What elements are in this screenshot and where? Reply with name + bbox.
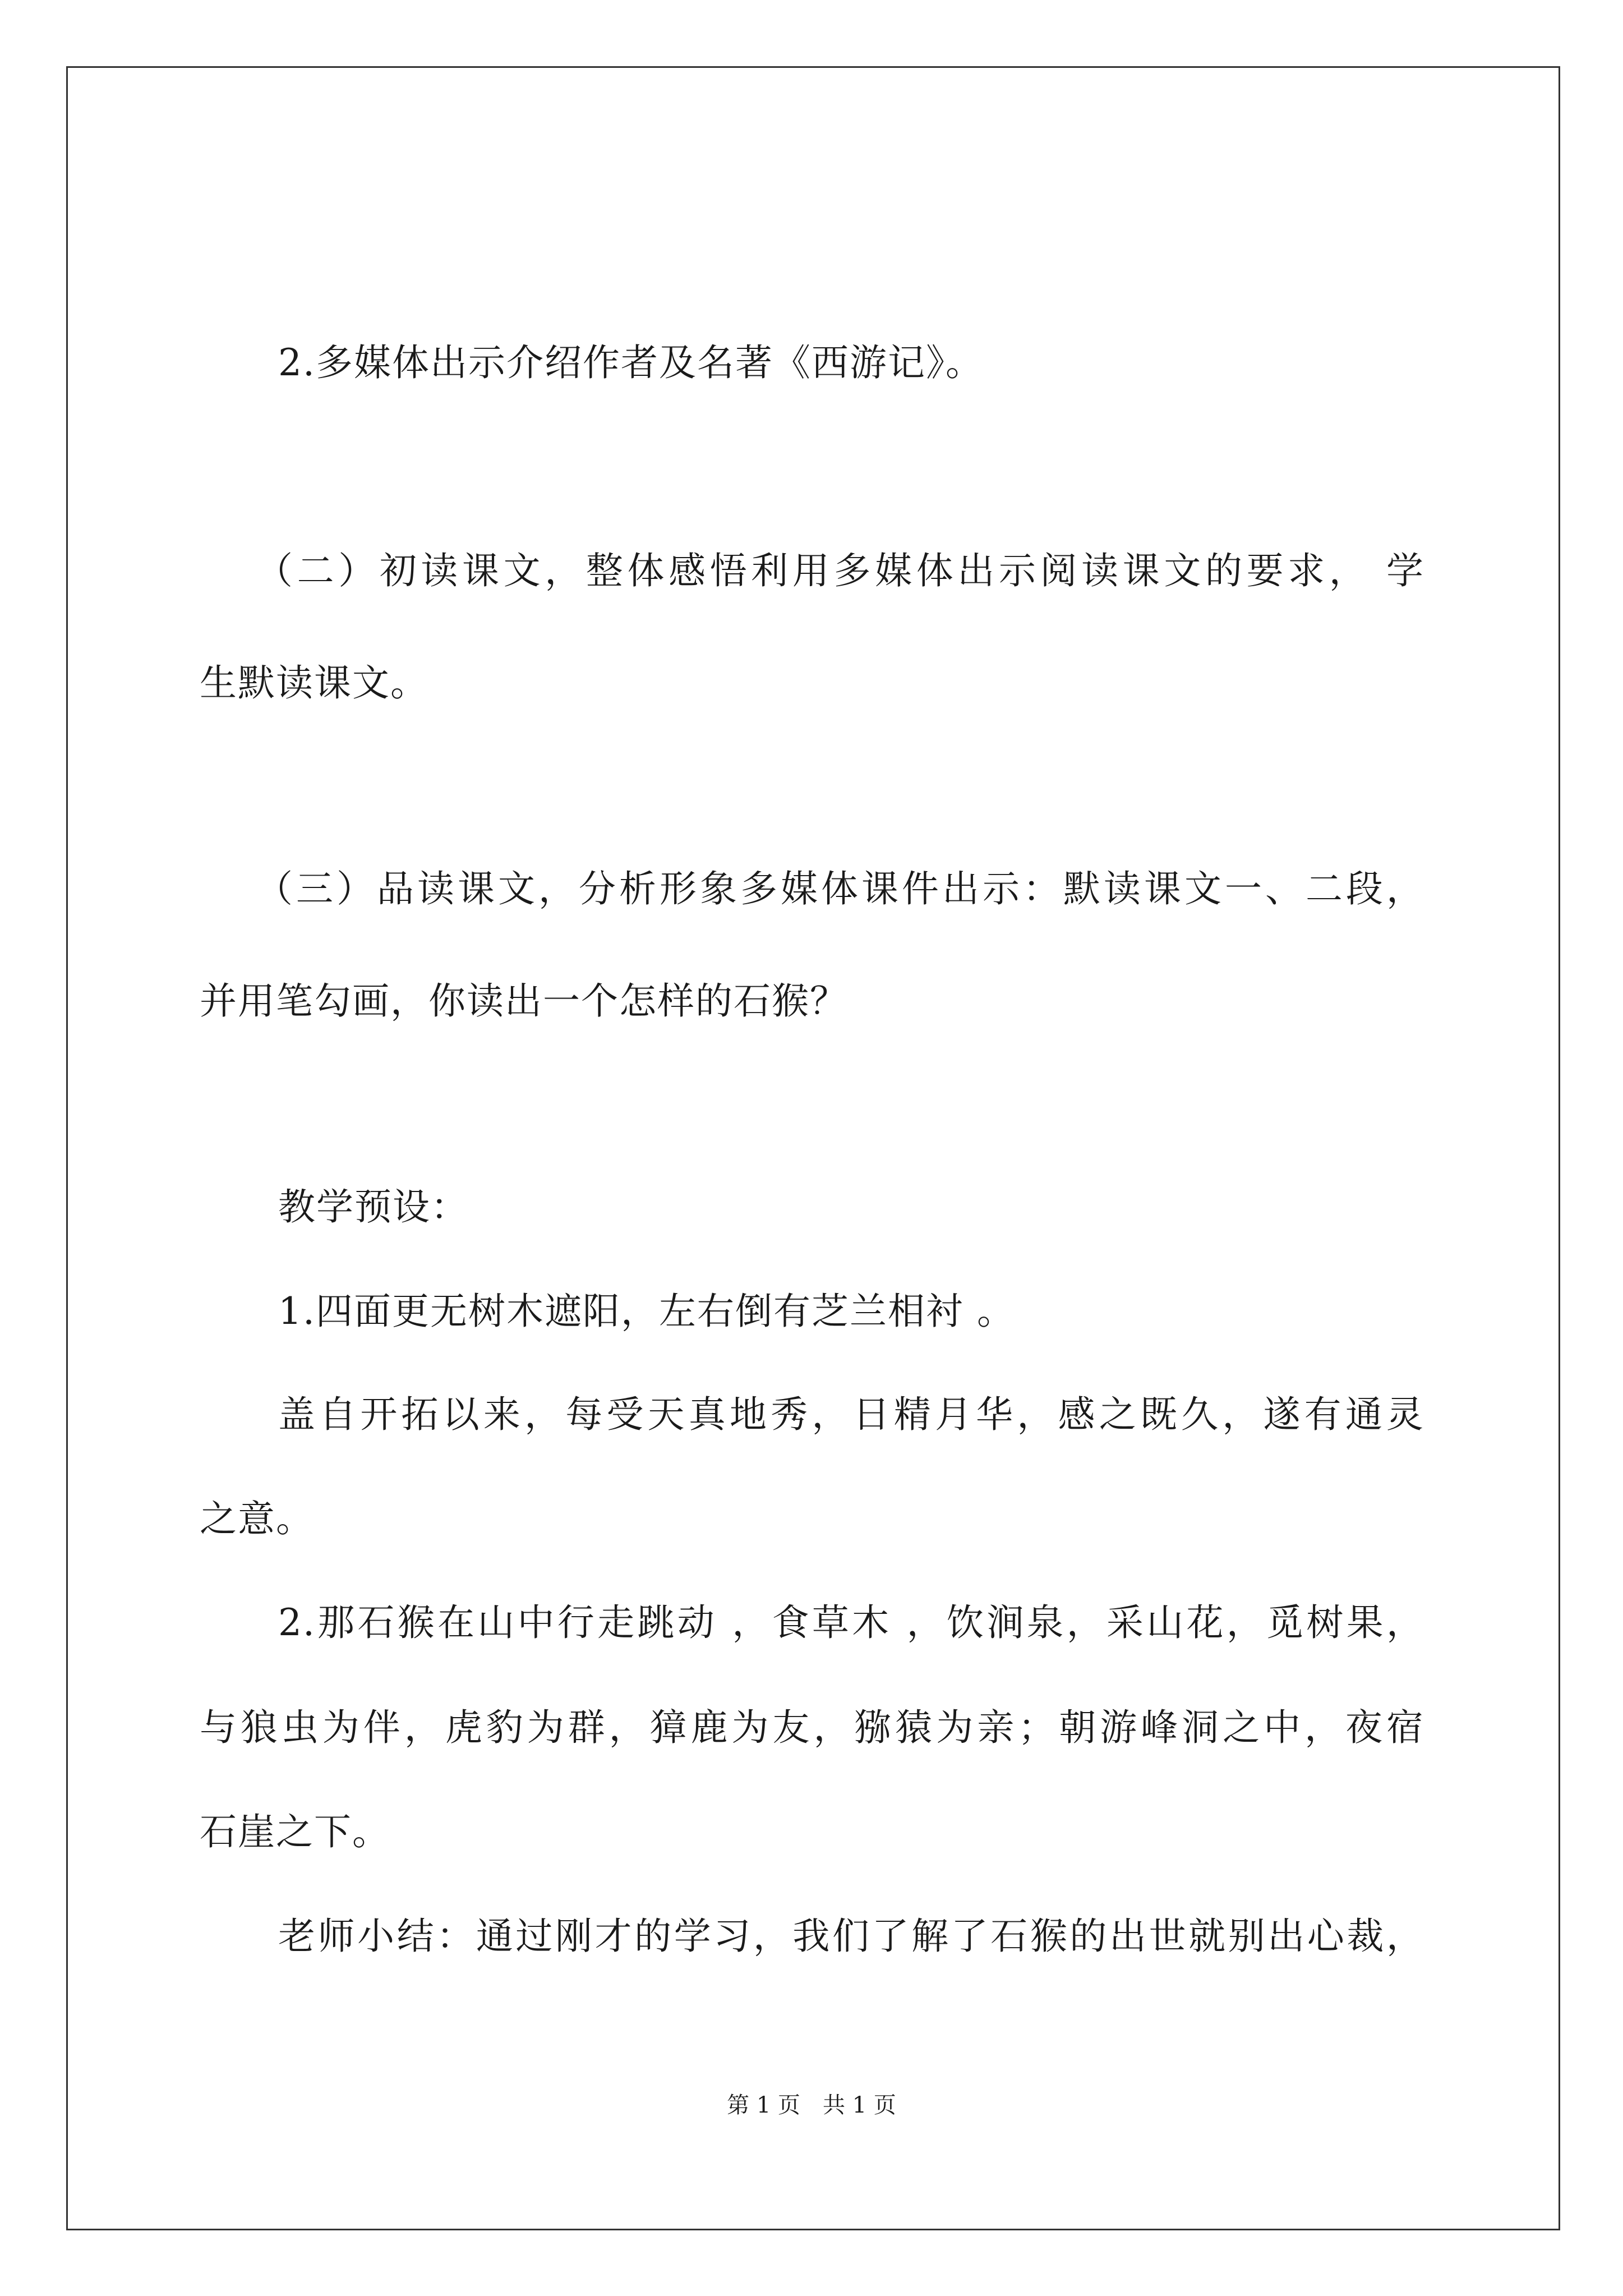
paragraph-line: 与狼虫为伴，虎豹为群，獐鹿为友，猕猿为亲；朝游峰洞之中，夜宿 (200, 1706, 1424, 1749)
paragraph-line: 石崖之下。 (200, 1810, 390, 1853)
page-border (66, 66, 1560, 2230)
paragraph-line: 教学预设： (278, 1185, 469, 1228)
paragraph-line: （二）初读课文，整体感悟利用多媒体出示阅读课文的要求， 学 (256, 549, 1424, 592)
paragraph-line: 老师小结：通过刚才的学习，我们了解了石猴的出世就别出心裁， (278, 1915, 1424, 1958)
paragraph-line: 2.那石猴在山中行走跳动 ，食草木 ，饮涧泉，采山花，觅树果， (278, 1601, 1424, 1644)
paragraph-line: 1.四面更无树木遮阳，左右倒有芝兰相衬 。 (278, 1290, 1015, 1333)
paragraph-line: 并用笔勾画，你读出一个怎样的石猴？ (200, 979, 848, 1023)
paragraph-line: （三）品读课文，分析形象多媒体课件出示：默读课文一、二段， (256, 867, 1424, 910)
paragraph-line: 盖自开拓以来，每受天真地秀，日精月华，感之既久，遂有通灵 (278, 1393, 1424, 1436)
paragraph-line: 之意。 (200, 1497, 314, 1540)
paragraph-line: 生默读课文。 (200, 661, 428, 705)
paragraph-line: 2.多媒体出示介绍作者及名著《西游记》。 (278, 341, 984, 384)
page-footer: 第 1 页 共 1 页 (727, 2092, 896, 2118)
